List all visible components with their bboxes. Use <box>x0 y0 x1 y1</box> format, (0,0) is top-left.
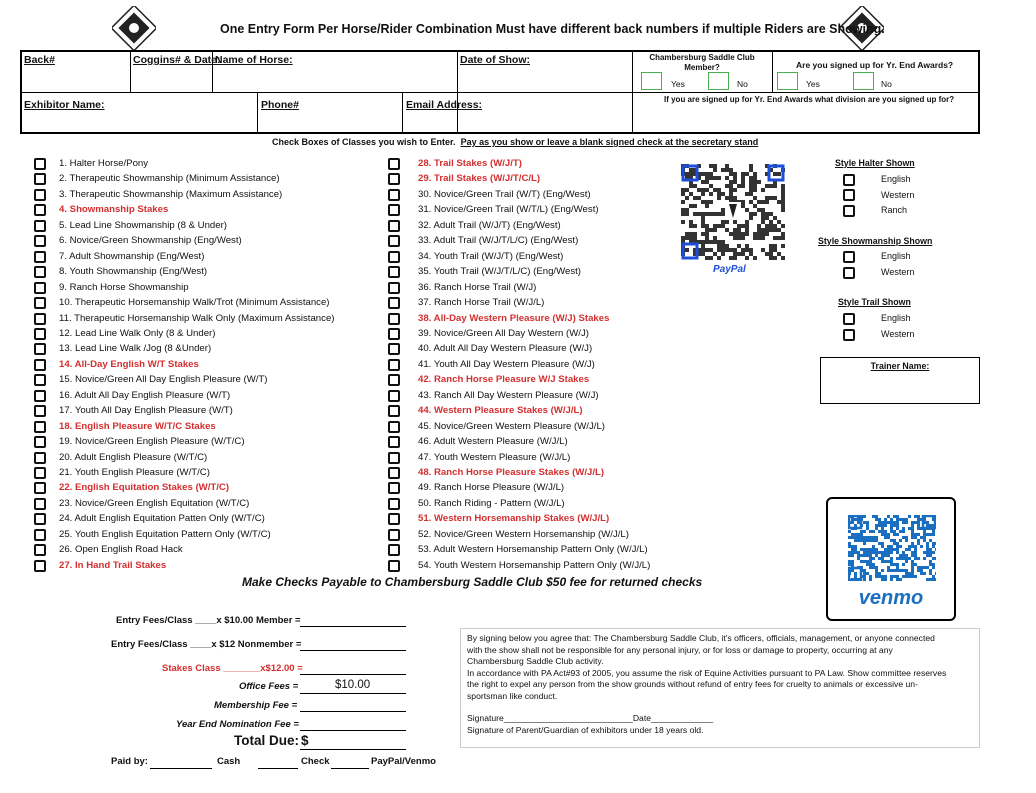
class-right-label-11: 38. All-Day Western Pleasure (W/J) Stakes <box>418 312 610 324</box>
class-left-checkbox-19[interactable] <box>34 436 46 448</box>
class-right-label-21: 48. Ranch Horse Pleasure Stakes (W/J/L) <box>418 467 605 478</box>
year-end-yes-box[interactable] <box>777 72 798 90</box>
class-left-checkbox-9[interactable] <box>34 282 46 294</box>
style-trail-heading: Style Trail Shown <box>838 297 911 307</box>
paid-check-label: Check <box>301 756 330 767</box>
class-left-checkbox-26[interactable] <box>34 544 46 556</box>
class-left-label-5: 5. Lead Line Showmanship (8 & Under) <box>59 219 227 231</box>
class-left-checkbox-7[interactable] <box>34 251 46 263</box>
paid-paypal-venmo-label: PayPal/Venmo <box>371 756 436 767</box>
style-trail-english: English <box>881 313 911 323</box>
class-right-checkbox-24[interactable] <box>388 513 400 525</box>
guardian-signature-note: Signature of Parent/Guardian of exhibitors under 18 years old. <box>467 724 704 735</box>
class-right-checkbox-2[interactable] <box>388 173 400 185</box>
class-right-checkbox-14[interactable] <box>388 359 400 371</box>
class-left-checkbox-4[interactable] <box>34 204 46 216</box>
class-right-label-6: 33. Adult Trail (W/J/T/L/C) (Eng/West) <box>418 235 579 247</box>
check-heading-text: Check Boxes of Classes you wish to Enter. <box>272 137 456 147</box>
class-left-label-16: 16. Adult All Day English Pleasure (W/T) <box>59 389 231 401</box>
venmo-card[interactable] <box>826 497 956 621</box>
total-due-label: Total Due: <box>234 733 299 748</box>
office-fee-line <box>300 693 406 694</box>
phone-field[interactable]: Phone# <box>261 99 299 111</box>
class-left-label-4: 4. Showmanship Stakes <box>59 204 169 216</box>
division-question: If you are signed up for Yr. End Awards what division are you signed up for? <box>664 95 955 104</box>
style-showmanship-english: English <box>881 251 911 261</box>
class-right-checkbox-25[interactable] <box>388 529 400 541</box>
class-left-label-23: 23. Novice/Green English Equitation (W/T/C) <box>59 497 250 509</box>
exhibitor-name-field[interactable]: Exhibitor Name: <box>24 99 105 111</box>
class-left-label-26: 26. Open English Road Hack <box>59 544 183 556</box>
class-right-label-5: 32. Adult Trail (W/J/T) (Eng/West) <box>418 219 561 231</box>
class-left-checkbox-11[interactable] <box>34 313 46 325</box>
class-left-checkbox-10[interactable] <box>34 297 46 309</box>
class-right-label-18: 45. Novice/Green Western Pleasure (W/J/L) <box>418 420 605 432</box>
class-left-checkbox-20[interactable] <box>34 452 46 464</box>
class-left-label-21: 21. Youth English Pleasure (W/T/C) <box>59 467 210 478</box>
class-right-checkbox-27[interactable] <box>388 560 400 572</box>
back-number-field[interactable]: Back# <box>24 54 55 66</box>
class-right-checkbox-3[interactable] <box>388 189 400 201</box>
style-halter-ranch-checkbox[interactable] <box>843 205 855 217</box>
year-end-no-box[interactable] <box>853 72 874 90</box>
style-halter-heading: Style Halter Shown <box>835 158 915 168</box>
class-right-label-23: 50. Ranch Riding - Pattern (W/J/L) <box>418 497 565 509</box>
class-left-label-2: 2. Therapeutic Showmanship (Minimum Assistance) <box>59 173 280 185</box>
date-of-show-field[interactable]: Date of Show: <box>460 54 530 66</box>
email-field[interactable]: Email Address: <box>406 99 483 111</box>
membership-fee-label: Membership Fee = <box>214 700 298 711</box>
class-right-label-14: 41. Youth All Day Western Pleasure (W/J) <box>418 358 595 370</box>
style-halter-english: English <box>881 174 911 184</box>
member-fee-line[interactable] <box>300 626 406 627</box>
signature-line[interactable]: Signature___________________________Date_____________ <box>467 713 714 723</box>
class-right-label-1: 28. Trail Stakes (W/J/T) <box>418 158 522 169</box>
class-left-checkbox-16[interactable] <box>34 390 46 402</box>
coggins-field[interactable]: Coggins# & Date: <box>133 54 221 66</box>
member-no-box[interactable] <box>708 72 729 90</box>
trainer-name-label: Trainer Name: <box>870 361 930 371</box>
class-left-checkbox-6[interactable] <box>34 235 46 247</box>
form-title: One Entry Form Per Horse/Rider Combination Must have different back numbers if multiple Riders are Showing. <box>220 22 885 36</box>
style-showmanship-heading: Style Showmanship Shown <box>818 236 933 246</box>
class-left-label-24: 24. Adult English Equitation Patten Only (W/T/C) <box>59 513 265 525</box>
class-right-label-7: 34. Youth Trail (W/J/T) (Eng/West) <box>418 250 564 262</box>
membership-fee-line[interactable] <box>300 711 406 712</box>
class-right-checkbox-19[interactable] <box>388 436 400 448</box>
class-right-checkbox-4[interactable] <box>388 204 400 216</box>
check-boxes-heading <box>272 137 758 147</box>
class-left-label-1: 1. Halter Horse/Pony <box>59 158 149 169</box>
class-left-label-11: 11. Therapeutic Horsemanship Walk Only (Maximum Assistance) <box>59 312 335 324</box>
member-yes-label: Yes <box>671 79 685 89</box>
class-left-checkbox-24[interactable] <box>34 513 46 525</box>
class-left-checkbox-21[interactable] <box>34 467 46 479</box>
class-left-checkbox-22[interactable] <box>34 482 46 494</box>
class-right-label-8: 35. Youth Trail (W/J/T/L/C) (Eng/West) <box>418 266 581 278</box>
class-right-checkbox-22[interactable] <box>388 482 400 494</box>
club-member-question: Chambersburg Saddle Club Member? <box>649 53 755 72</box>
class-right-label-15: 42. Ranch Horse Pleasure W/J Stakes <box>418 374 590 386</box>
year-end-question: Are you signed up for Yr. End Awards? <box>796 60 954 70</box>
class-left-label-14: 14. All-Day English W/T Stakes <box>59 358 199 370</box>
class-left-checkbox-18[interactable] <box>34 421 46 433</box>
class-left-checkbox-14[interactable] <box>34 359 46 371</box>
nonmember-fee-line[interactable] <box>300 650 406 651</box>
class-left-checkbox-25[interactable] <box>34 529 46 541</box>
class-right-checkbox-9[interactable] <box>388 282 400 294</box>
class-right-label-3: 30. Novice/Green Trail (W/T) (Eng/West) <box>418 188 591 200</box>
class-left-label-19: 19. Novice/Green English Pleasure (W/T/C) <box>59 436 245 448</box>
paid-paypal-line[interactable] <box>331 768 369 769</box>
class-right-label-26: 53. Adult Western Horsemanship Pattern Only (W/J/L) <box>418 544 648 556</box>
class-right-label-12: 39. Novice/Green All Day Western (W/J) <box>418 327 589 339</box>
class-left-label-27: 27. In Hand Trail Stakes <box>59 559 167 571</box>
class-left-label-22: 22. English Equitation Stakes (W/T/C) <box>59 482 230 494</box>
class-left-label-6: 6. Novice/Green Showmanship (Eng/West) <box>59 235 242 247</box>
class-right-checkbox-7[interactable] <box>388 251 400 263</box>
horse-name-field[interactable]: Name of Horse: <box>215 54 293 66</box>
stakes-fee-label: Stakes Class _______x$12.00 = <box>162 663 303 674</box>
check-heading-note: Pay as you show or leave a blank signed check at the secretary stand <box>460 137 759 147</box>
class-right-checkbox-10[interactable] <box>388 297 400 309</box>
class-left-label-7: 7. Adult Showmanship (Eng/West) <box>59 250 205 262</box>
class-left-checkbox-15[interactable] <box>34 374 46 386</box>
office-fee-value: $10.00 <box>335 679 371 691</box>
class-left-label-25: 25. Youth English Equitation Pattern Only (W/T/C) <box>59 528 271 540</box>
class-left-checkbox-23[interactable] <box>34 498 46 510</box>
style-trail-english-checkbox[interactable] <box>843 313 855 325</box>
class-left-checkbox-8[interactable] <box>34 266 46 278</box>
class-right-checkbox-5[interactable] <box>388 220 400 232</box>
venmo-qr-code <box>848 515 936 581</box>
class-left-label-12: 12. Lead Line Walk Only (8 & Under) <box>59 327 216 339</box>
class-right-label-2: 29. Trail Stakes (W/J/T/C/L) <box>418 173 541 185</box>
total-due-line[interactable] <box>300 749 406 750</box>
year-end-fee-label: Year End Nomination Fee = <box>176 719 299 730</box>
checks-payable-note: Make Checks Payable to Chambersburg Saddle Club $50 fee for returned checks <box>242 575 703 589</box>
office-fee-label: Office Fees = <box>239 681 299 692</box>
year-end-fee-line[interactable] <box>300 730 406 731</box>
class-left-label-13: 13. Lead Line Walk /Jog (8 &Under) <box>59 343 212 355</box>
paypal-label: PayPal <box>713 264 746 275</box>
class-right-checkbox-13[interactable] <box>388 343 400 355</box>
class-left-label-8: 8. Youth Showmanship (Eng/West) <box>59 266 208 278</box>
class-left-checkbox-27[interactable] <box>34 560 46 572</box>
style-showmanship-english-checkbox[interactable] <box>843 251 855 263</box>
class-right-label-22: 49. Ranch Horse Pleasure (W/J/L) <box>418 482 565 494</box>
paid-cash-line[interactable] <box>150 768 212 769</box>
class-left-checkbox-5[interactable] <box>34 220 46 232</box>
class-right-label-25: 52. Novice/Green Western Horsemanship (W/J/L) <box>418 528 629 540</box>
class-right-label-20: 47. Youth Western Pleasure (W/J/L) <box>418 451 571 463</box>
class-right-checkbox-6[interactable] <box>388 235 400 247</box>
liability-agreement <box>460 628 980 748</box>
agreement-text: By signing below you agree that: The Chambersburg Saddle Club, it's officers, officials, management, or anyone connected with the show shall not be responsible for any personal injury, or for loss or damage to property, occurring at any Chambersburg Saddle Club activity. In accordance with PA Act#93 of 2005, you assume the risk of Equine Activities pursuant to PA Law. Show committee reserves the right to expel any person from the show grounds without refund of entry fees for cruelty to animals or excessive un- sportsman like conduct. <box>467 633 947 701</box>
style-halter-western-checkbox[interactable] <box>843 189 855 201</box>
paid-by-label: Paid by: <box>111 756 148 767</box>
class-left-checkbox-2[interactable] <box>34 173 46 185</box>
year-end-no-label: No <box>881 79 892 89</box>
class-left-label-20: 20. Adult English Pleasure (W/T/C) <box>59 451 208 463</box>
class-right-label-4: 31. Novice/Green Trail (W/T/L) (Eng/West) <box>418 204 599 216</box>
class-right-checkbox-20[interactable] <box>388 452 400 464</box>
class-right-label-13: 40. Adult All Day Western Pleasure (W/J) <box>418 343 593 355</box>
class-right-checkbox-15[interactable] <box>388 374 400 386</box>
class-left-label-3: 3. Therapeutic Showmanship (Maximum Assistance) <box>59 188 283 200</box>
class-right-label-17: 44. Western Pleasure Stakes (W/J/L) <box>418 405 583 417</box>
class-right-checkbox-1[interactable] <box>388 158 400 170</box>
style-trail-western: Western <box>881 329 915 339</box>
class-right-label-19: 46. Adult Western Pleasure (W/J/L) <box>418 436 568 448</box>
class-right-checkbox-26[interactable] <box>388 544 400 556</box>
class-left-label-9: 9. Ranch Horse Showmanship <box>59 281 189 293</box>
club-logo-left <box>112 6 156 50</box>
paid-check-line[interactable] <box>258 768 298 769</box>
class-right-checkbox-18[interactable] <box>388 421 400 433</box>
class-right-label-10: 37. Ranch Horse Trail (W/J/L) <box>418 297 545 309</box>
style-halter-english-checkbox[interactable] <box>843 174 855 186</box>
style-showmanship-western: Western <box>881 267 915 277</box>
class-right-checkbox-11[interactable] <box>388 313 400 325</box>
class-left-label-17: 17. Youth All Day English Pleasure (W/T) <box>59 405 233 417</box>
style-halter-western: Western <box>881 190 915 200</box>
class-left-checkbox-3[interactable] <box>34 189 46 201</box>
class-right-checkbox-8[interactable] <box>388 266 400 278</box>
class-right-checkbox-12[interactable] <box>388 328 400 340</box>
class-right-checkbox-16[interactable] <box>388 390 400 402</box>
total-due-sign: $ <box>301 733 309 748</box>
venmo-label: venmo <box>858 587 924 609</box>
class-right-label-24: 51. Western Horsemanship Stakes (W/J/L) <box>418 513 610 525</box>
member-yes-box[interactable] <box>641 72 662 90</box>
class-right-label-16: 43. Ranch All Day Western Pleasure (W/J) <box>418 389 599 401</box>
paid-cash-label: Cash <box>217 756 241 767</box>
class-left-label-18: 18. English Pleasure W/T/C Stakes <box>59 420 216 432</box>
class-right-checkbox-17[interactable] <box>388 405 400 417</box>
member-fee-label: Entry Fees/Class ____x $10.00 Member = <box>116 615 301 626</box>
trainer-name-box[interactable] <box>820 357 980 404</box>
class-left-checkbox-1[interactable] <box>34 158 46 170</box>
style-halter-ranch: Ranch <box>881 205 908 215</box>
class-left-checkbox-12[interactable] <box>34 328 46 340</box>
member-no-label: No <box>737 79 748 89</box>
class-left-checkbox-13[interactable] <box>34 343 46 355</box>
class-left-checkbox-17[interactable] <box>34 405 46 417</box>
nonmember-fee-label: Entry Fees/Class ____x $12 Nonmember = <box>111 639 302 650</box>
class-left-label-15: 15. Novice/Green All Day English Pleasure (W/T) <box>59 374 268 386</box>
class-right-checkbox-23[interactable] <box>388 498 400 510</box>
style-trail-western-checkbox[interactable] <box>843 329 855 341</box>
class-right-label-27: 54. Youth Western Horsemanship Pattern Only (W/J/L) <box>418 559 651 571</box>
class-right-label-9: 36. Ranch Horse Trail (W/J) <box>418 281 537 293</box>
year-end-yes-label: Yes <box>806 79 820 89</box>
paypal-qr-code[interactable] <box>681 164 785 260</box>
stakes-fee-line[interactable] <box>300 674 406 675</box>
class-left-label-10: 10. Therapeutic Horsemanship Walk/Trot (Minimum Assistance) <box>59 297 330 309</box>
class-right-checkbox-21[interactable] <box>388 467 400 479</box>
style-showmanship-western-checkbox[interactable] <box>843 267 855 279</box>
